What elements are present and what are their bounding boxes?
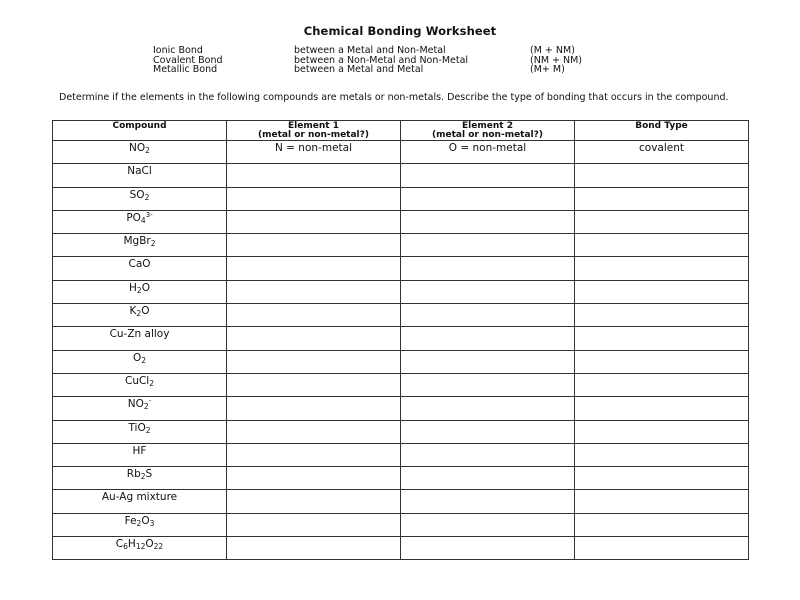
- formula-subscript: 2: [140, 472, 146, 482]
- element-1-cell[interactable]: [227, 257, 401, 280]
- element-1-cell[interactable]: [227, 350, 401, 373]
- bond-type-cell[interactable]: [575, 257, 749, 280]
- header-label: Compound: [112, 121, 167, 131]
- element-2-cell[interactable]: [401, 490, 575, 513]
- formula-text: O: [141, 305, 150, 318]
- formula-text: Fe: [124, 514, 137, 527]
- element-1-cell[interactable]: [227, 443, 401, 466]
- element-2-cell[interactable]: [401, 164, 575, 187]
- formula-subscript: 2: [145, 146, 150, 155]
- table-row: [53, 164, 749, 187]
- table-row: [53, 234, 749, 257]
- element-1-cell[interactable]: [227, 210, 401, 233]
- formula-superscript: 3-: [145, 210, 153, 219]
- element-2-cell[interactable]: [401, 420, 575, 443]
- formula-text: CaO: [128, 258, 151, 271]
- element-2-cell[interactable]: [401, 210, 575, 233]
- table-row: [53, 257, 749, 280]
- table-row: [53, 210, 749, 233]
- header-label: Element 2: [462, 121, 513, 131]
- element-2-cell[interactable]: [401, 537, 575, 560]
- bond-type-cell[interactable]: covalent: [575, 141, 749, 164]
- formula-text: Au-Ag mixture: [101, 491, 178, 504]
- bond-type-cell[interactable]: [575, 304, 749, 327]
- definition-name: Ionic Bond: [153, 45, 203, 56]
- definition-name: Metallic Bond: [153, 64, 218, 75]
- compound-cell: [53, 397, 227, 420]
- compound-cell: [53, 420, 227, 443]
- formula-subscript: 2: [136, 309, 142, 319]
- bond-type-cell[interactable]: [575, 420, 749, 443]
- table-row: [53, 537, 749, 560]
- compound-cell: [53, 350, 227, 373]
- formula-text: HF: [132, 444, 147, 457]
- definition-description: between a Metal and Metal: [294, 64, 424, 75]
- formula-text: NO: [127, 398, 144, 411]
- formula-text: O: [141, 281, 150, 294]
- bond-type-cell[interactable]: [575, 210, 749, 233]
- formula-subscript: 2: [136, 518, 142, 528]
- formula-text: Cu-Zn alloy: [109, 328, 170, 341]
- worksheet-title: Chemical Bonding Worksheet: [303, 24, 497, 38]
- element-2-cell[interactable]: [401, 350, 575, 373]
- table-body: [53, 141, 749, 560]
- element-2-cell[interactable]: [401, 467, 575, 490]
- formula-text: O: [145, 538, 154, 551]
- element-2-cell[interactable]: [401, 443, 575, 466]
- bond-type-cell[interactable]: [575, 187, 749, 210]
- definition-abbreviation: (M+ M): [530, 64, 565, 75]
- formula-text: Rb: [126, 468, 141, 481]
- element-1-cell[interactable]: [227, 234, 401, 257]
- formula-text: CuCl: [124, 374, 150, 387]
- formula-subscript: 2: [136, 285, 142, 295]
- formula-text: K: [129, 305, 137, 318]
- header-compound: [53, 121, 227, 141]
- definition-abbreviation: (M + NM): [530, 45, 575, 56]
- element-1-cell[interactable]: [227, 373, 401, 396]
- table-row: [53, 420, 749, 443]
- bond-type-cell[interactable]: [575, 280, 749, 303]
- compound-cell: [53, 373, 227, 396]
- compound-cell: [53, 187, 227, 210]
- element-2-cell[interactable]: [401, 280, 575, 303]
- element-1-cell[interactable]: [227, 537, 401, 560]
- formula-subscript: 2: [141, 355, 147, 365]
- formula-text: H: [127, 538, 136, 551]
- bond-type-cell[interactable]: [575, 490, 749, 513]
- formula-subscript: 2: [149, 378, 155, 388]
- element-1-cell[interactable]: [227, 420, 401, 443]
- element-1-cell[interactable]: [227, 513, 401, 536]
- bond-type-cell[interactable]: [575, 350, 749, 373]
- formula-subscript: 22: [153, 542, 164, 552]
- formula-subscript: 4: [140, 215, 146, 225]
- element-1-cell[interactable]: [227, 164, 401, 187]
- table-row: [53, 490, 749, 513]
- header-bond-type: [575, 121, 749, 141]
- compound-cell: [53, 490, 227, 513]
- formula-subscript: 2: [143, 402, 149, 412]
- element-2-cell[interactable]: O = non-metal: [401, 141, 575, 164]
- table-row: [53, 187, 749, 210]
- definition-description: between a Metal and Non-Metal: [294, 45, 446, 56]
- element-2-cell[interactable]: [401, 397, 575, 420]
- element-2-cell[interactable]: [401, 327, 575, 350]
- element-1-cell[interactable]: [227, 187, 401, 210]
- compound-cell: [53, 304, 227, 327]
- formula-text: NaCl: [127, 165, 152, 178]
- element-1-cell[interactable]: [227, 467, 401, 490]
- header-element-2: [401, 121, 575, 141]
- header-label: Bond Type: [635, 121, 688, 131]
- formula-subscript: 12: [135, 542, 146, 552]
- instructions-text: Determine if the elements in the following compounds are metals or non-metals. Describe the type of bonding that occurs in the compound.: [59, 92, 729, 103]
- formula-text: O: [141, 514, 150, 527]
- element-1-cell[interactable]: [227, 280, 401, 303]
- bond-type-cell[interactable]: [575, 513, 749, 536]
- header-element-1: [227, 121, 401, 141]
- compound-cell: [53, 443, 227, 466]
- element-2-cell[interactable]: [401, 257, 575, 280]
- compound-cell: [53, 257, 227, 280]
- header-sublabel: (metal or non-metal?): [432, 130, 543, 140]
- bond-type-cell[interactable]: [575, 373, 749, 396]
- element-1-cell[interactable]: [227, 490, 401, 513]
- definition-name: Covalent Bond: [153, 54, 223, 66]
- header-label: Element 1: [288, 121, 339, 131]
- element-1-cell[interactable]: [227, 397, 401, 420]
- element-1-cell[interactable]: [227, 304, 401, 327]
- bond-type-cell[interactable]: [575, 537, 749, 560]
- bond-type-cell[interactable]: [575, 234, 749, 257]
- element-2-cell[interactable]: [401, 513, 575, 536]
- table-row: [53, 280, 749, 303]
- formula-superscript: -: [148, 397, 152, 406]
- bond-type-cell[interactable]: [575, 443, 749, 466]
- bond-type-cell[interactable]: [575, 164, 749, 187]
- compound-cell: [53, 467, 227, 490]
- header-sublabel: (metal or non-metal?): [258, 130, 369, 140]
- table-row: [53, 467, 749, 490]
- formula-subscript: 2: [144, 192, 150, 202]
- bond-type-cell[interactable]: [575, 327, 749, 350]
- formula-subscript: 6: [123, 542, 128, 552]
- formula-text: S: [145, 468, 153, 481]
- compound-cell: [53, 280, 227, 303]
- element-1-cell[interactable]: N = non-metal: [227, 141, 401, 164]
- bond-type-cell[interactable]: [575, 397, 749, 420]
- compound-cell: [53, 234, 227, 257]
- table-header-row: [53, 121, 749, 141]
- element-1-cell[interactable]: [227, 327, 401, 350]
- formula-subscript: 3: [149, 518, 155, 528]
- element-2-cell[interactable]: [401, 373, 575, 396]
- element-2-cell[interactable]: [401, 304, 575, 327]
- table-row: [53, 397, 749, 420]
- compound-cell: [53, 537, 227, 560]
- formula-text: O: [132, 351, 142, 364]
- formula-text: C: [115, 538, 124, 551]
- compound-cell: [53, 164, 227, 187]
- compound-cell: [53, 141, 227, 164]
- table-row: [53, 350, 749, 373]
- definition-description: between a Non-Metal and Non-Metal: [294, 54, 469, 66]
- table-row: [53, 327, 749, 350]
- formula-subscript: 2: [145, 425, 151, 435]
- formula-text: NO: [129, 142, 146, 154]
- formula-subscript: 2: [150, 239, 156, 249]
- formula-text: TiO: [128, 421, 146, 434]
- table-row: [53, 304, 749, 327]
- formula-text: SO: [129, 188, 145, 201]
- table-row: [53, 443, 749, 466]
- bond-type-cell[interactable]: [575, 467, 749, 490]
- bonding-table: [52, 120, 749, 560]
- table-row: [53, 141, 749, 164]
- formula-text: PO: [126, 211, 141, 224]
- definition-abbreviation: (NM + NM): [530, 54, 583, 66]
- element-2-cell[interactable]: [401, 187, 575, 210]
- table-row: [53, 373, 749, 396]
- compound-cell: [53, 327, 227, 350]
- element-2-cell[interactable]: [401, 234, 575, 257]
- table-row: [53, 513, 749, 536]
- compound-cell: [53, 210, 227, 233]
- formula-text: MgBr: [123, 235, 151, 248]
- compound-cell: [53, 513, 227, 536]
- formula-text: H: [129, 281, 137, 294]
